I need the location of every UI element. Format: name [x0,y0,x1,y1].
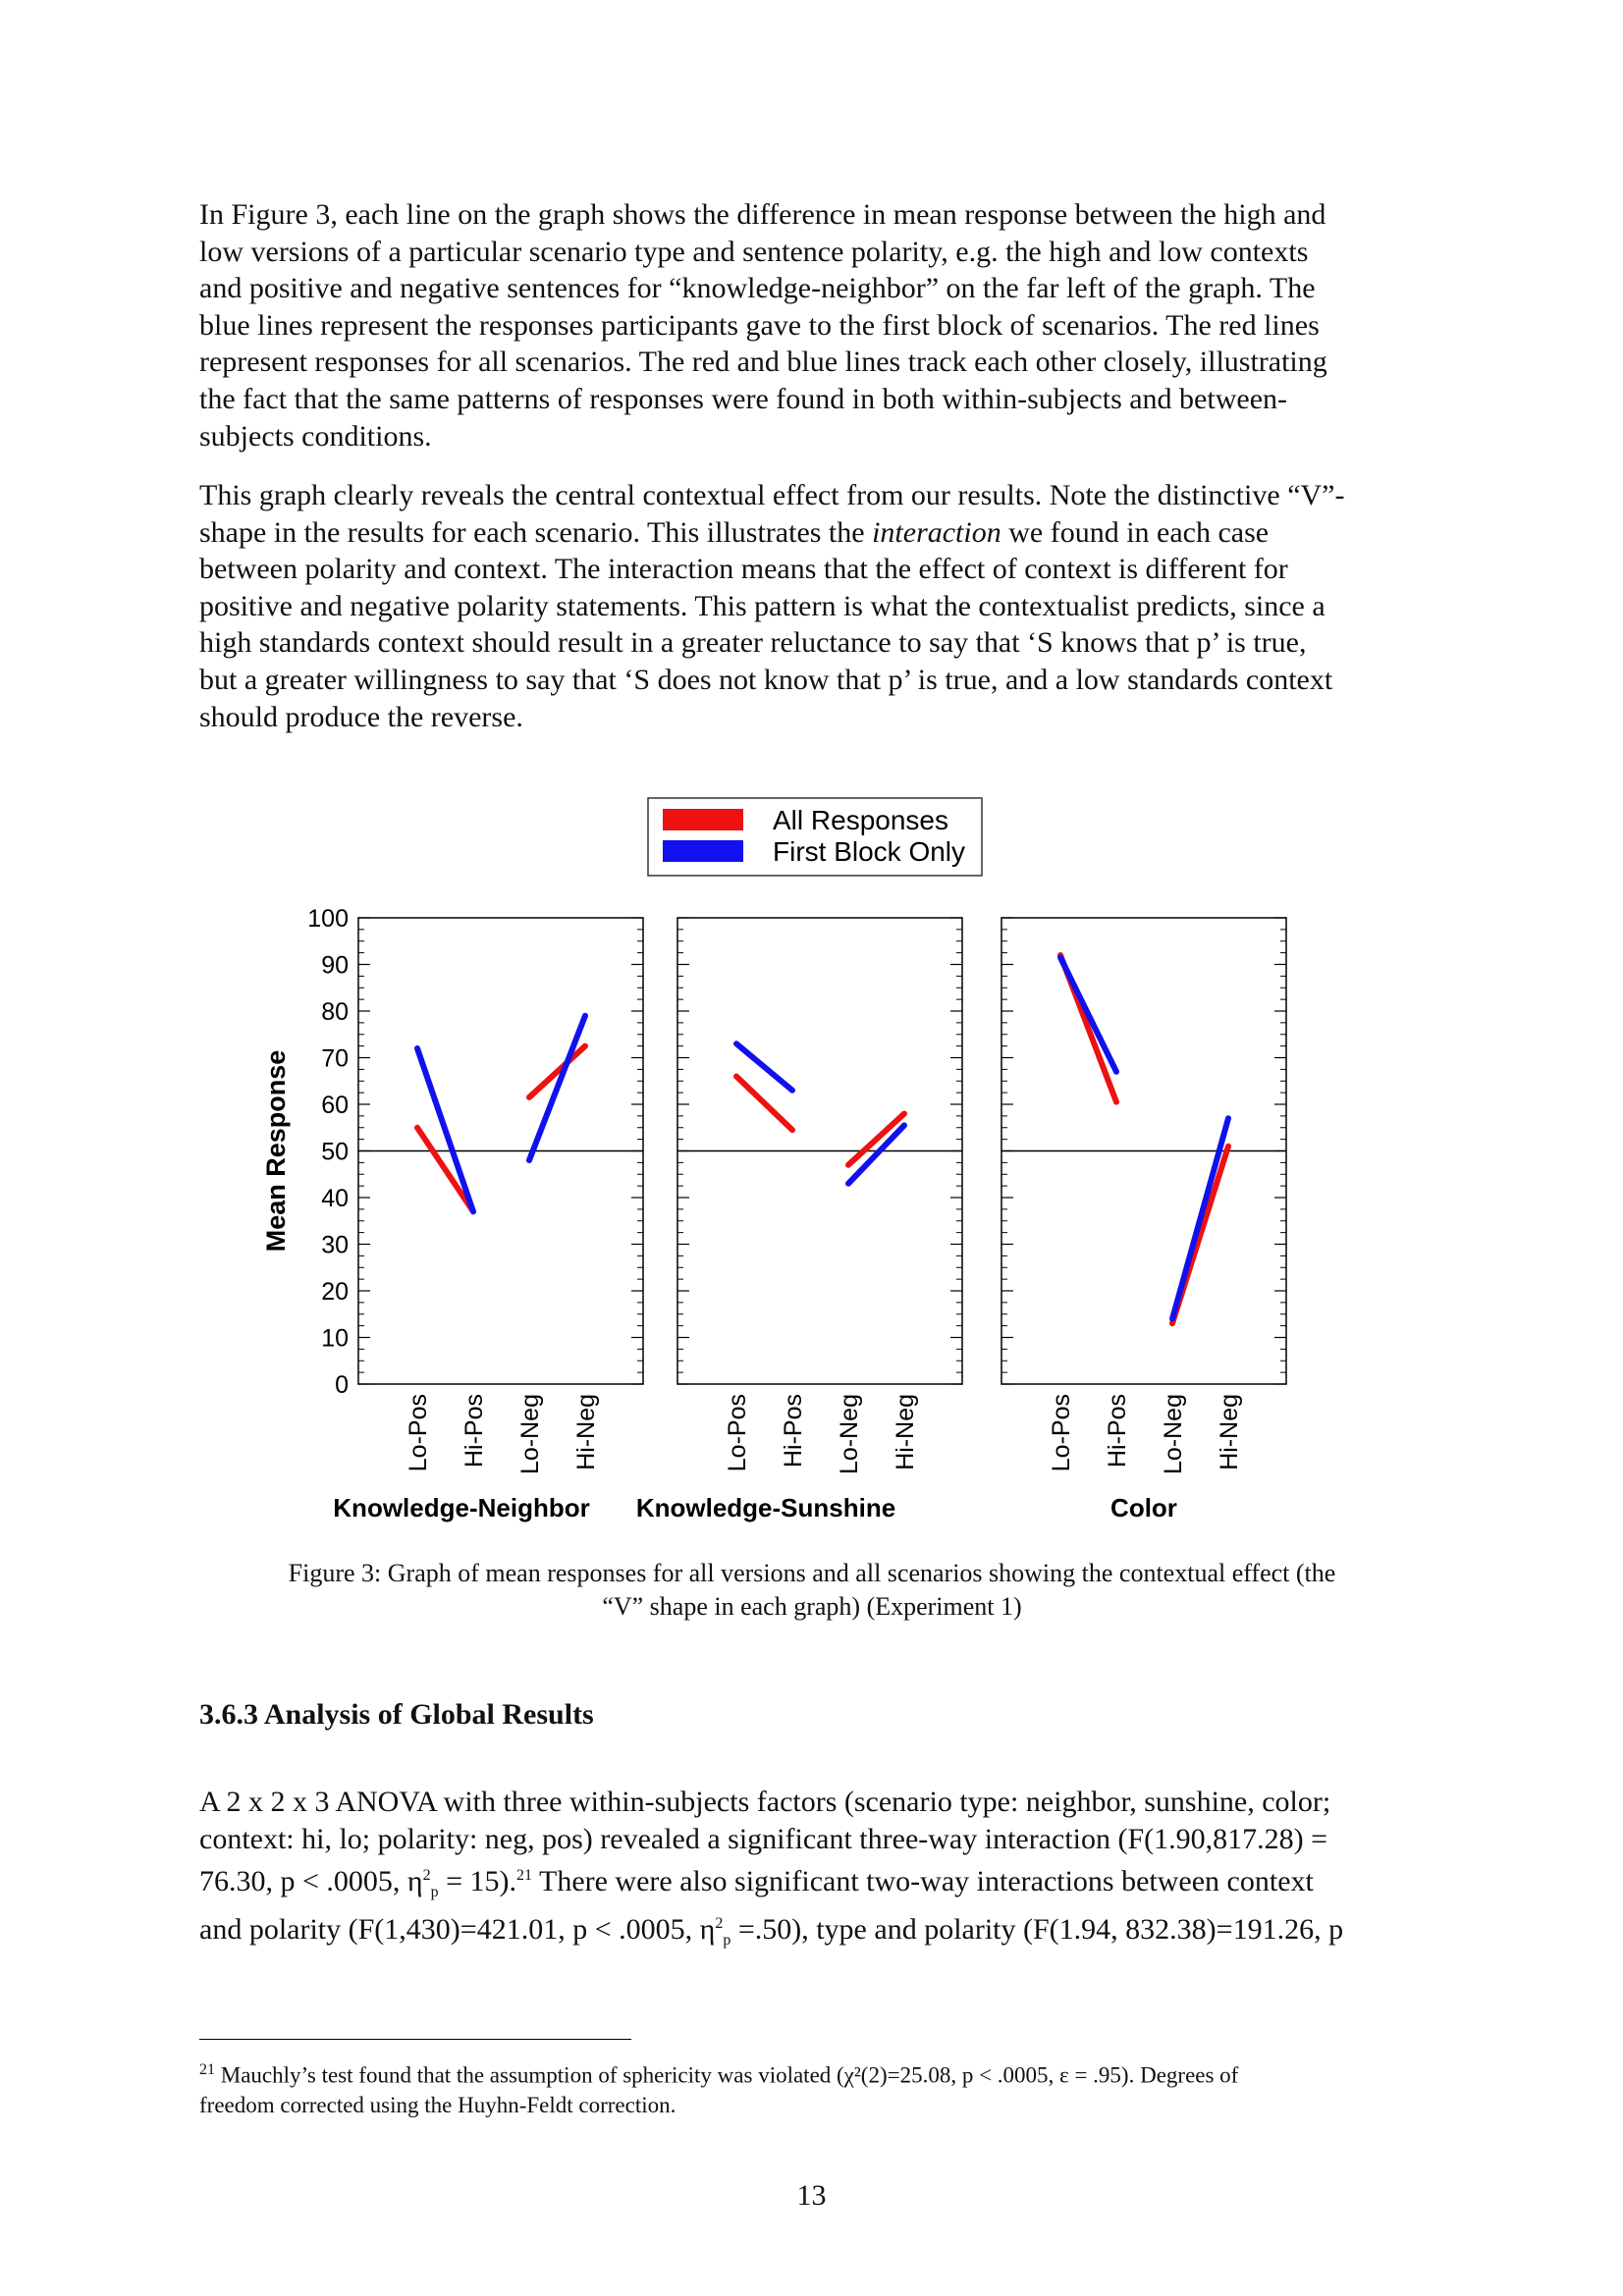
series-line-neg-first-block [1172,1118,1228,1318]
text-line: positive and negative polarity statements. This pattern is what the contextualist predicts, since a [199,589,1325,622]
series-line-pos-all-responses [417,1128,473,1212]
x-tick-label: Hi-Neg [1216,1394,1243,1470]
text-run: Mauchly’s test found that the assumption of sphericity was violated (χ²(2)=25.08, p < .0005, ε = .95). Degrees of [215,2062,1239,2088]
text-line [199,1857,1425,1905]
superscript: 2 [422,1867,431,1885]
y-tick-label: 70 [321,1044,349,1073]
text-line: high standards context should result in a greater reluctance to say that ‘S knows that p’ is true, [199,626,1307,660]
text-line: but a greater willingness to say that ‘S does not know that p’ is true, and a low standards context [199,663,1333,696]
text-line: represent responses for all scenarios. The red and blue lines track each other closely, illustrating [199,346,1327,379]
superscript: 2 [715,1914,724,1932]
footnote-divider [199,2039,631,2040]
panel-x-label: Knowledge-Sunshine [635,1493,896,1522]
panel-x-label: Color [1110,1493,1177,1522]
text-line [199,1905,1425,1953]
text-line: and positive and negative sentences for “knowledge-neighbor” on the far left of the graph. The [199,272,1316,305]
y-tick-label: 90 [321,951,349,980]
y-tick-label: 10 [321,1324,349,1353]
paragraph-figure-description [199,196,1425,454]
footnote-number: 21 [199,2061,215,2078]
legend-label: First Block Only [773,836,966,867]
text-line: low versions of a particular scenario type and sentence polarity, e.g. the high and low contexts [199,235,1309,268]
paragraph-anova [199,1784,1425,1952]
text-run: shape in the results for each scenario. This illustrates the [199,515,873,549]
y-tick-label: 40 [321,1185,349,1212]
panel-x-label: Knowledge-Neighbor [333,1493,590,1522]
legend-swatch-first-block [663,840,743,862]
x-tick-label: Hi-Pos [1104,1394,1131,1468]
text-line: subjects conditions. [199,419,432,453]
x-tick-label: Lo-Pos [1048,1394,1075,1472]
text-line: A 2 x 2 x 3 ANOVA with three within-subjects factors (scenario type: neighbor, sunshine, color; [199,1786,1331,1818]
x-tick-label: Hi-Neg [572,1394,600,1470]
y-axis-label: Mean Response [261,1049,291,1253]
paragraph-contextual-effect [199,477,1425,735]
text-run: and polarity (F(1,430)=421.01, p < .0005, η [199,1912,716,1946]
series-line-pos-first-block [417,1048,473,1211]
footnote-line: freedom corrected using the Huyhn-Feldt correction. [199,2092,676,2117]
text-run: = 15). [438,1865,517,1898]
footnote-line [199,2056,1425,2091]
page-number: 13 [796,2179,827,2212]
x-tick-label: Hi-Neg [892,1394,919,1470]
legend-label: All Responses [773,805,948,835]
text-line: context: hi, lo; polarity: neg, pos) revealed a significant three-way interaction (F(1.90,817.28) = [199,1822,1328,1855]
footnote-ref[interactable]: 21 [516,1867,533,1885]
x-tick-label: Hi-Pos [460,1394,488,1468]
y-tick-label: 50 [321,1138,349,1166]
x-tick-label: Hi-Pos [780,1394,807,1468]
text-run: we found in each case [1001,515,1270,549]
subscript: p [430,1884,439,1901]
emphasis: interaction [872,515,1001,549]
text-line: blue lines represent the responses participants gave to the first block of scenarios. The red lines [199,308,1320,342]
x-tick-label: Lo-Pos [724,1394,751,1472]
caption-line: Figure 3: Graph of mean responses for all versions and all scenarios showing the contextual effect (the [288,1559,1336,1587]
text-line: the fact that the same patterns of responses were found in both within-subjects and between- [199,382,1287,415]
section-heading: 3.6.3 Analysis of Global Results [199,1698,594,1731]
figure-caption [199,1557,1425,1624]
y-tick-label: 30 [321,1231,349,1259]
series-line-pos-first-block [1060,957,1116,1071]
text-run: There were also significant two-way interactions between context [532,1865,1314,1898]
text-line: This graph clearly reveals the central contextual effect from our results. Note the distinctive “V”- [199,479,1345,511]
text-line: between polarity and context. The interaction means that the effect of context is different for [199,553,1288,586]
subscript: p [723,1931,731,1949]
y-tick-label: 0 [335,1371,349,1399]
text-line: In Figure 3, each line on the graph shows the difference in mean response between the high and [199,198,1326,231]
figure-3-chart [196,775,1453,1541]
x-tick-label: Lo-Pos [405,1394,432,1472]
footnote [199,2056,1425,2120]
text-run: =.50), type and polarity (F(1.94, 832.38)=191.26, p [730,1912,1344,1946]
y-tick-label: 20 [321,1278,349,1306]
y-tick-label: 60 [321,1092,349,1119]
x-tick-label: Lo-Neg [836,1394,863,1474]
y-tick-label: 100 [307,905,349,933]
legend-swatch-all-responses [663,809,743,830]
text-run: 76.30, p < .0005, η [199,1865,423,1898]
y-tick-label: 80 [321,998,349,1026]
x-tick-label: Lo-Neg [516,1394,544,1474]
text-line [199,514,1425,552]
text-line: should produce the reverse. [199,700,523,733]
x-tick-label: Lo-Neg [1160,1394,1187,1474]
caption-line: “V” shape in each graph) (Experiment 1) [602,1592,1022,1621]
